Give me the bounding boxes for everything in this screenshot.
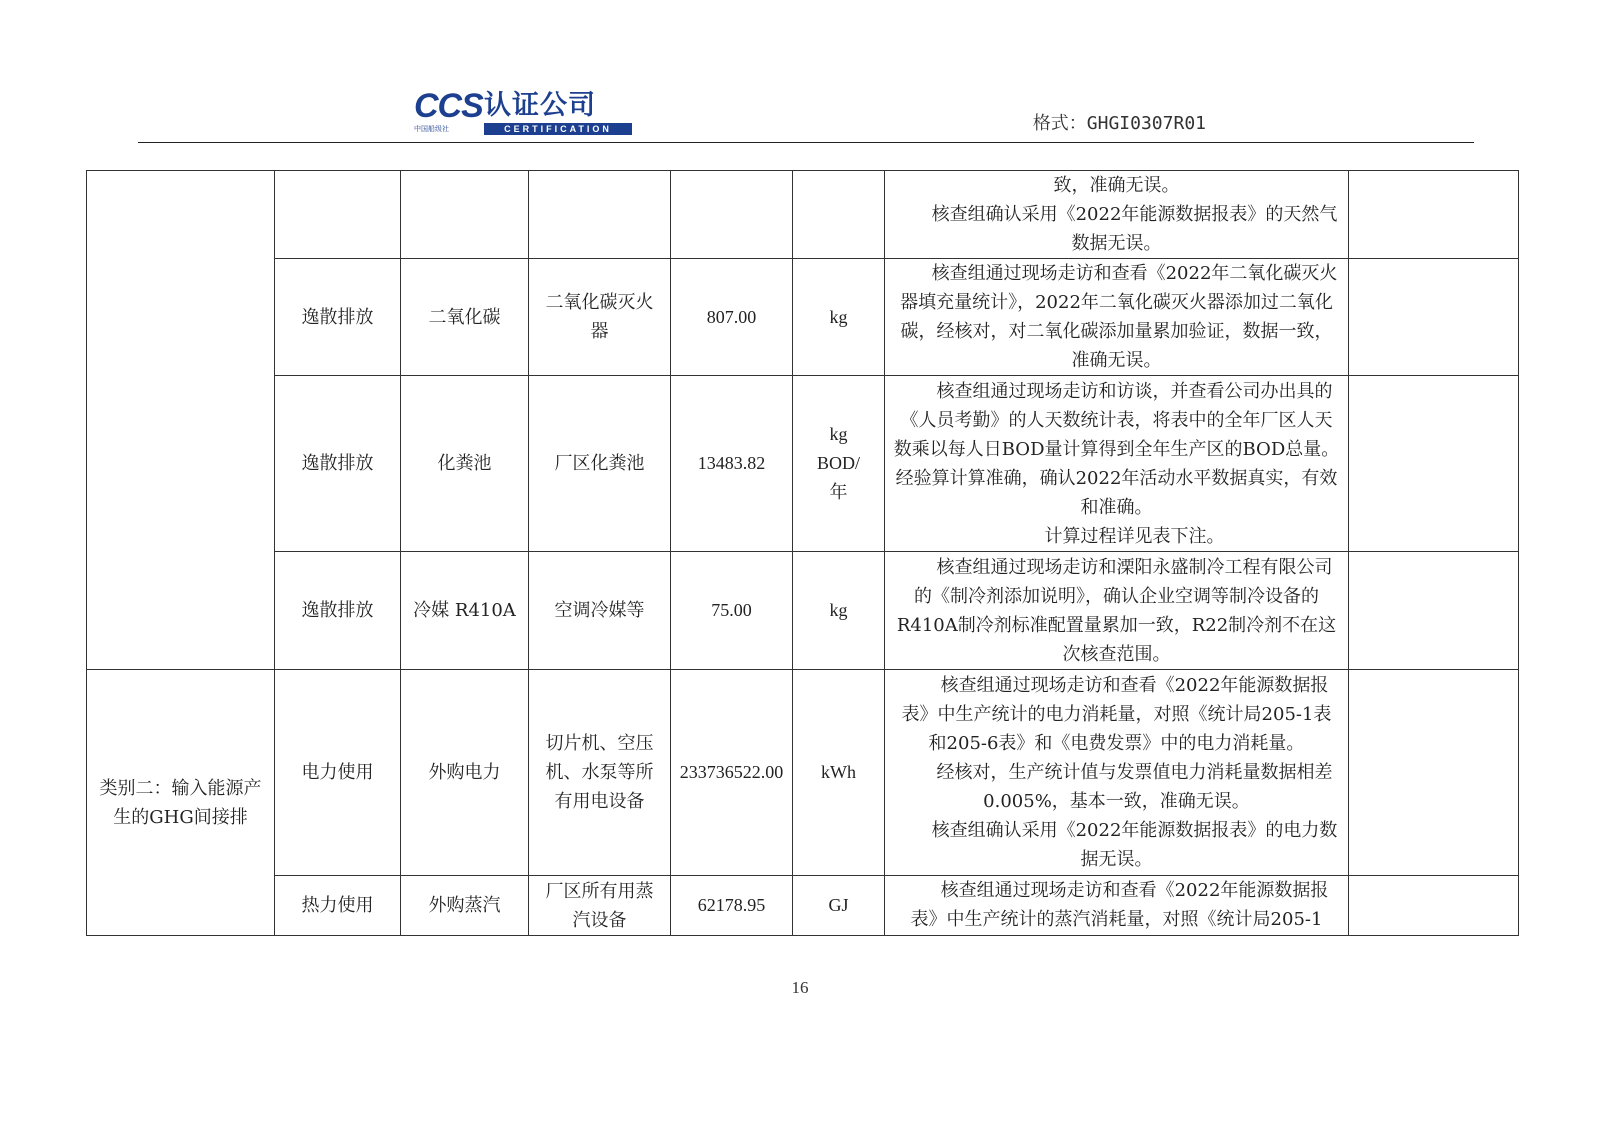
header-rule [138,142,1474,143]
table-row [87,171,1519,259]
remark-cell [1349,259,1519,376]
amount-cell: 807.00 [671,259,793,376]
amount-cell: 233736522.00 [671,670,793,876]
desc-line: 致，准确无误。 [1053,175,1180,196]
source-cell: 冷媒 R410A [401,552,529,670]
desc-line: 核查组通过现场走访和溧阳永盛制冷工程有限公司的《制冷剂添加说明》，确认企业空调等制冷设备的R410A制冷剂标准配置量累加一致，R22制冷剂不在这次核查范围。 [896,556,1337,665]
description-cell [885,259,1349,376]
table-row [87,552,1519,670]
type-cell [275,171,401,259]
unit-cell: kWh [793,670,885,876]
type-cell: 电力使用 [275,670,401,876]
type-cell: 逸散排放 [275,259,401,376]
desc-line: 核查组确认采用《2022年能源数据报表》的天然气数据无误。 [931,204,1338,254]
description-cell [885,376,1349,552]
source-cell: 二氧化碳 [401,259,529,376]
ccs-logo [414,88,634,138]
table-row [87,876,1519,936]
facility-cell: 厂区所有用蒸汽设备 [529,876,671,936]
description-cell [885,876,1349,936]
type-cell: 热力使用 [275,876,401,936]
desc-line: 核查组确认采用《2022年能源数据报表》的电力数据无误。 [931,820,1338,870]
desc-line: 核查组通过现场走访和访谈，并查看公司办出具的《人员考勤》的人天数统计表，将表中的全年厂区人天数乘以每人日BOD量计算得到全年生产区的BOD总量。经验算计算准确，确认2022年活动水平数据真实，有效和准确。 [893,380,1340,518]
desc-line: 经核对，生产统计值与发票值电力消耗量数据相差0.005%，基本一致，准确无误。 [936,762,1333,812]
remark-cell [1349,552,1519,670]
unit-cell: GJ [793,876,885,936]
source-cell: 外购蒸汽 [401,876,529,936]
facility-cell: 切片机、空压机、水泵等所有用电设备 [529,670,671,876]
table-row [87,670,1519,876]
desc-line: 核查组通过现场走访和查看《2022年能源数据报表》中生产统计的电力消耗量，对照《统计局205-1表和205-6表》和《电费发票》中的电力消耗量。 [901,675,1332,754]
unit-cell: kg [793,259,885,376]
desc-line: 核查组通过现场走访和查看《2022年二氧化碳灭火器填充量统计》，2022年二氧化碳灭火器添加过二氧化碳，经核对，对二氧化碳添加量累加验证，数据一致，准确无误。 [900,263,1338,371]
category-cell: 类别二：输入能源产生的GHG间接排 [87,670,275,936]
description-cell [885,670,1349,876]
source-cell: 外购电力 [401,670,529,876]
page-header [138,82,1474,144]
table-row [87,259,1519,376]
type-cell: 逸散排放 [275,552,401,670]
logo-ccs-text: CCS [414,87,483,125]
unit-cell: kg [793,552,885,670]
facility-cell: 厂区化粪池 [529,376,671,552]
facility-cell [529,171,671,259]
source-cell: 化粪池 [401,376,529,552]
logo-cn-text: 认证公司 [484,90,596,121]
table-row [87,376,1519,552]
amount-cell: 75.00 [671,552,793,670]
logo-certification-bar: CERTIFICATION [484,123,632,135]
desc-line: 核查组通过现场走访和查看《2022年能源数据报表》中生产统计的蒸汽消耗量，对照《统计局205-1 [910,880,1329,930]
amount-cell: 13483.82 [671,376,793,552]
remark-cell [1349,670,1519,876]
format-code: 格式：GHGI0307R01 [1032,113,1206,134]
unit-cell [793,171,885,259]
verification-table [86,170,1519,936]
description-cell [885,552,1349,670]
category-cell-empty [87,171,275,670]
unit-cell: kg BOD/年 [793,376,885,552]
source-cell [401,171,529,259]
amount-cell [671,171,793,259]
logo-small-text: 中国船级社 [414,125,449,133]
facility-cell: 二氧化碳灭火器 [529,259,671,376]
description-cell [885,171,1349,259]
facility-cell: 空调冷媒等 [529,552,671,670]
remark-cell [1349,376,1519,552]
page-number: 16 [791,978,809,997]
amount-cell: 62178.95 [671,876,793,936]
remark-cell [1349,876,1519,936]
desc-line: 计算过程详见表下注。 [1044,525,1225,547]
type-cell: 逸散排放 [275,376,401,552]
remark-cell [1349,171,1519,259]
